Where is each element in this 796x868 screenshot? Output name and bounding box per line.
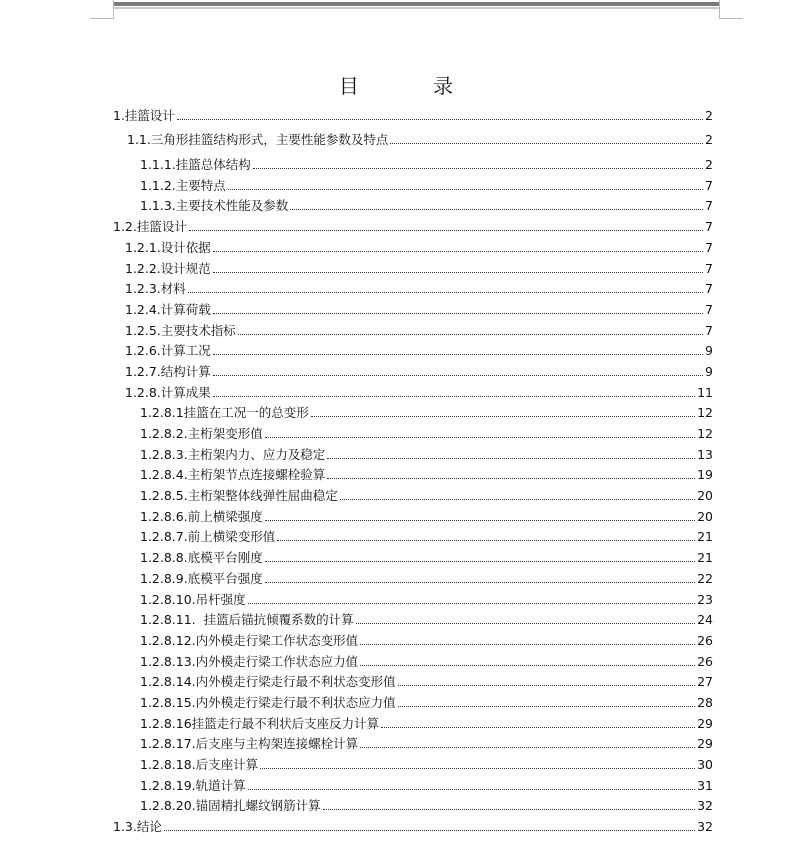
toc-entry[interactable] (113, 173, 713, 194)
toc-entry[interactable] (113, 442, 713, 463)
toc-leader-dots (248, 789, 695, 790)
toc-entry[interactable] (113, 256, 713, 277)
toc-entry-label: 1.2.8.2.主桁架变形值 (140, 426, 263, 441)
toc-leader-dots (260, 768, 695, 769)
toc-entry[interactable] (113, 214, 713, 235)
toc-leader-dots (177, 119, 703, 120)
toc-leader-dots (265, 561, 695, 562)
toc-entry[interactable] (113, 318, 713, 339)
toc-entry[interactable] (113, 128, 713, 149)
toc-entry-page: 20 (697, 508, 713, 524)
toc-entry-label: 1.2.8.18.后支座计算 (140, 757, 259, 772)
toc-entry-label: 1.2.8.计算成果 (125, 384, 211, 400)
toc-entry-label: 1.2.8.4.主桁架节点连接螺栓验算 (140, 467, 326, 483)
toc-leader-dots (360, 644, 695, 645)
toc-entry-label: 1.2.8.1挂篮在工况一的总变形 (140, 405, 309, 421)
toc-entry[interactable] (113, 297, 713, 318)
toc-entry-label: 1.2.8.11. 挂篮后锚抗倾覆系数的计算 (140, 612, 354, 628)
toc-entry-label: 1.2.8.19.轨道计算 (140, 777, 246, 793)
toc-entry-label: 1.2.8.7.前上横梁变形值 (140, 529, 276, 545)
toc-entry-label: 1.1.2.主要特点 (140, 177, 226, 193)
toc-entry-page: 7 (705, 198, 713, 214)
toc-entry[interactable] (113, 566, 713, 587)
toc-entry-page: 7 (705, 260, 713, 276)
page-top-edge (113, 2, 719, 6)
toc-leader-dots (290, 209, 703, 210)
toc-entry-page: 2 (705, 132, 713, 148)
toc-entry[interactable] (113, 421, 713, 442)
toc-leader-dots (398, 685, 695, 686)
toc-entry-label: 1.2.8.10.吊杆强度 (140, 591, 246, 607)
toc-leader-dots (164, 830, 695, 831)
toc-entry[interactable] (113, 690, 713, 711)
toc-entry[interactable] (113, 732, 713, 753)
toc-entry-page: 32 (697, 798, 713, 814)
toc-leader-dots (213, 375, 703, 376)
toc-entry-page: 27 (697, 674, 713, 690)
toc-leader-dots (277, 540, 695, 541)
toc-leader-dots (213, 251, 703, 252)
toc-leader-dots (327, 478, 695, 479)
toc-leader-dots (213, 313, 703, 314)
toc-leader-dots (213, 272, 703, 273)
toc-entry-label: 1.挂篮设计 (113, 107, 175, 123)
toc-entry-label: 1.2.8.14.内外模走行梁走行最不利状态变形值 (140, 674, 396, 690)
toc-leader-dots (381, 727, 695, 728)
toc-entry-label: 1.2.1.设计依据 (125, 239, 211, 255)
toc-leader-dots (340, 499, 695, 500)
toc-entry[interactable] (113, 670, 713, 691)
toc-leader-dots (265, 582, 695, 583)
toc-entry[interactable] (113, 773, 713, 794)
toc-entry[interactable] (113, 649, 713, 670)
toc-entry-page: 7 (705, 301, 713, 317)
toc-entry-page: 30 (697, 757, 713, 772)
toc-entry-label: 1.1.三角形挂篮结构形式，主要性能参数及特点 (127, 132, 389, 148)
toc-entry[interactable] (113, 794, 713, 815)
toc-leader-dots (323, 809, 695, 810)
toc-entry-page: 7 (705, 219, 713, 235)
toc-entry-label: 1.2.8.9.底模平台强度 (140, 570, 263, 586)
toc-entry-page: 7 (705, 177, 713, 193)
toc-entry[interactable] (113, 339, 713, 360)
toc-leader-dots (213, 354, 703, 355)
margin-corner-mark-right (719, 0, 743, 19)
toc-leader-dots (360, 665, 695, 666)
toc-entry-page: 13 (697, 446, 713, 462)
toc-entry-label: 1.1.3.主要技术性能及参数 (140, 198, 289, 214)
toc-entry-page: 21 (697, 550, 713, 566)
toc-entry[interactable] (113, 235, 713, 256)
toc-leader-dots (265, 437, 695, 438)
toc-entry-label: 1.2.8.12.内外模走行梁工作状态变形值 (140, 632, 359, 648)
toc-entry-page: 23 (697, 591, 713, 607)
toc-entry[interactable] (113, 483, 713, 504)
toc-leader-dots (188, 292, 703, 293)
toc-entry-label: 1.2.6.计算工况 (125, 343, 211, 359)
toc-entry[interactable] (113, 608, 713, 629)
toc-leader-dots (238, 334, 703, 335)
toc-entry-label: 1.2.3.材料 (125, 281, 186, 297)
toc-entry[interactable] (113, 277, 713, 298)
toc-entry-label: 1.2.4.计算荷载 (125, 301, 211, 317)
toc-entry-label: 1.1.1.挂篮总体结构 (140, 157, 251, 173)
toc-entry[interactable] (113, 359, 713, 380)
toc-entry-page: 32 (697, 819, 713, 835)
toc-entry-label: 1.2.7.结构计算 (125, 363, 211, 379)
toc-entry[interactable] (113, 525, 713, 546)
toc-entry-page: 2 (705, 107, 713, 123)
toc-entry[interactable] (113, 752, 713, 773)
toc-entry-page: 29 (697, 736, 713, 752)
toc-entry-label: 1.2.8.13.内外模走行梁工作状态应力值 (140, 653, 359, 669)
toc-leader-dots (265, 520, 695, 521)
toc-leader-dots (228, 189, 703, 190)
toc-entry-page: 9 (705, 363, 713, 379)
toc-entry-page: 20 (697, 488, 713, 504)
toc-entry-page: 31 (697, 777, 713, 793)
toc-leader-dots (189, 230, 703, 231)
toc-entry-label: 1.2.8.6.前上横梁强度 (140, 508, 263, 524)
toc-entry-page: 7 (705, 281, 713, 297)
toc-entry-label: 1.2.8.16挂篮走行最不利状后支座反力计算 (140, 715, 380, 731)
toc-entry-page: 7 (705, 322, 713, 338)
toc-entry[interactable] (113, 401, 713, 422)
toc-entry-page: 9 (705, 343, 713, 359)
toc-entry[interactable] (113, 152, 713, 173)
toc-entry[interactable] (113, 504, 713, 525)
toc-leader-dots (356, 623, 695, 624)
toc-entry-page: 19 (697, 467, 713, 483)
toc-entry-page: 7 (705, 239, 713, 255)
toc-entry-page: 2 (705, 157, 713, 173)
toc-entry[interactable] (113, 587, 713, 608)
toc-leader-dots (311, 416, 695, 417)
toc-leader-dots (398, 706, 695, 707)
toc-entry[interactable] (113, 711, 713, 732)
toc-leader-dots (327, 458, 695, 459)
toc-entry-label: 1.2.8.15.内外模走行梁走行最不利状态应力值 (140, 694, 396, 710)
toc-entry[interactable] (113, 463, 713, 484)
toc-entry[interactable] (113, 380, 713, 401)
toc-entry-label: 1.3.结论 (113, 819, 162, 835)
toc-entry-label: 1.2.8.17.后支座与主构架连接螺栓计算 (140, 736, 359, 752)
table-of-contents (113, 103, 713, 835)
toc-entry-page: 11 (697, 384, 713, 400)
page-top-edge-shadow (113, 7, 719, 9)
toc-entry-page: 12 (697, 405, 713, 421)
toc-entry[interactable] (113, 814, 713, 835)
toc-entry-page: 21 (697, 529, 713, 545)
toc-entry[interactable] (113, 194, 713, 215)
toc-entry-label: 1.2.8.20.锚固精扎螺纹钢筋计算 (140, 798, 321, 814)
toc-entry-label: 1.2.2.设计规范 (125, 260, 211, 276)
toc-entry-page: 29 (697, 715, 713, 731)
page-title: 目 录 (338, 74, 488, 98)
toc-entry-page: 26 (697, 632, 713, 648)
toc-entry-page: 28 (697, 694, 713, 710)
margin-corner-mark-left (90, 0, 114, 19)
toc-entry-page: 12 (697, 426, 713, 441)
toc-entry-label: 1.2.8.3.主桁架内力、应力及稳定 (140, 446, 326, 462)
toc-entry-label: 1.2.8.8.底模平台刚度 (140, 550, 263, 566)
toc-entry[interactable] (113, 628, 713, 649)
toc-leader-dots (213, 396, 695, 397)
toc-entry[interactable] (113, 103, 713, 124)
toc-entry[interactable] (113, 545, 713, 566)
toc-leader-dots (248, 603, 695, 604)
toc-leader-dots (390, 143, 703, 144)
toc-entry-label: 1.2.挂篮设计 (113, 219, 187, 235)
toc-leader-dots (253, 168, 703, 169)
toc-entry-label: 1.2.5.主要技术指标 (125, 322, 236, 338)
toc-entry-page: 24 (697, 612, 713, 628)
toc-entry-label: 1.2.8.5.主桁架整体线弹性屈曲稳定 (140, 488, 338, 504)
toc-leader-dots (360, 747, 695, 748)
toc-entry-page: 26 (697, 653, 713, 669)
toc-entry-page: 22 (697, 570, 713, 586)
